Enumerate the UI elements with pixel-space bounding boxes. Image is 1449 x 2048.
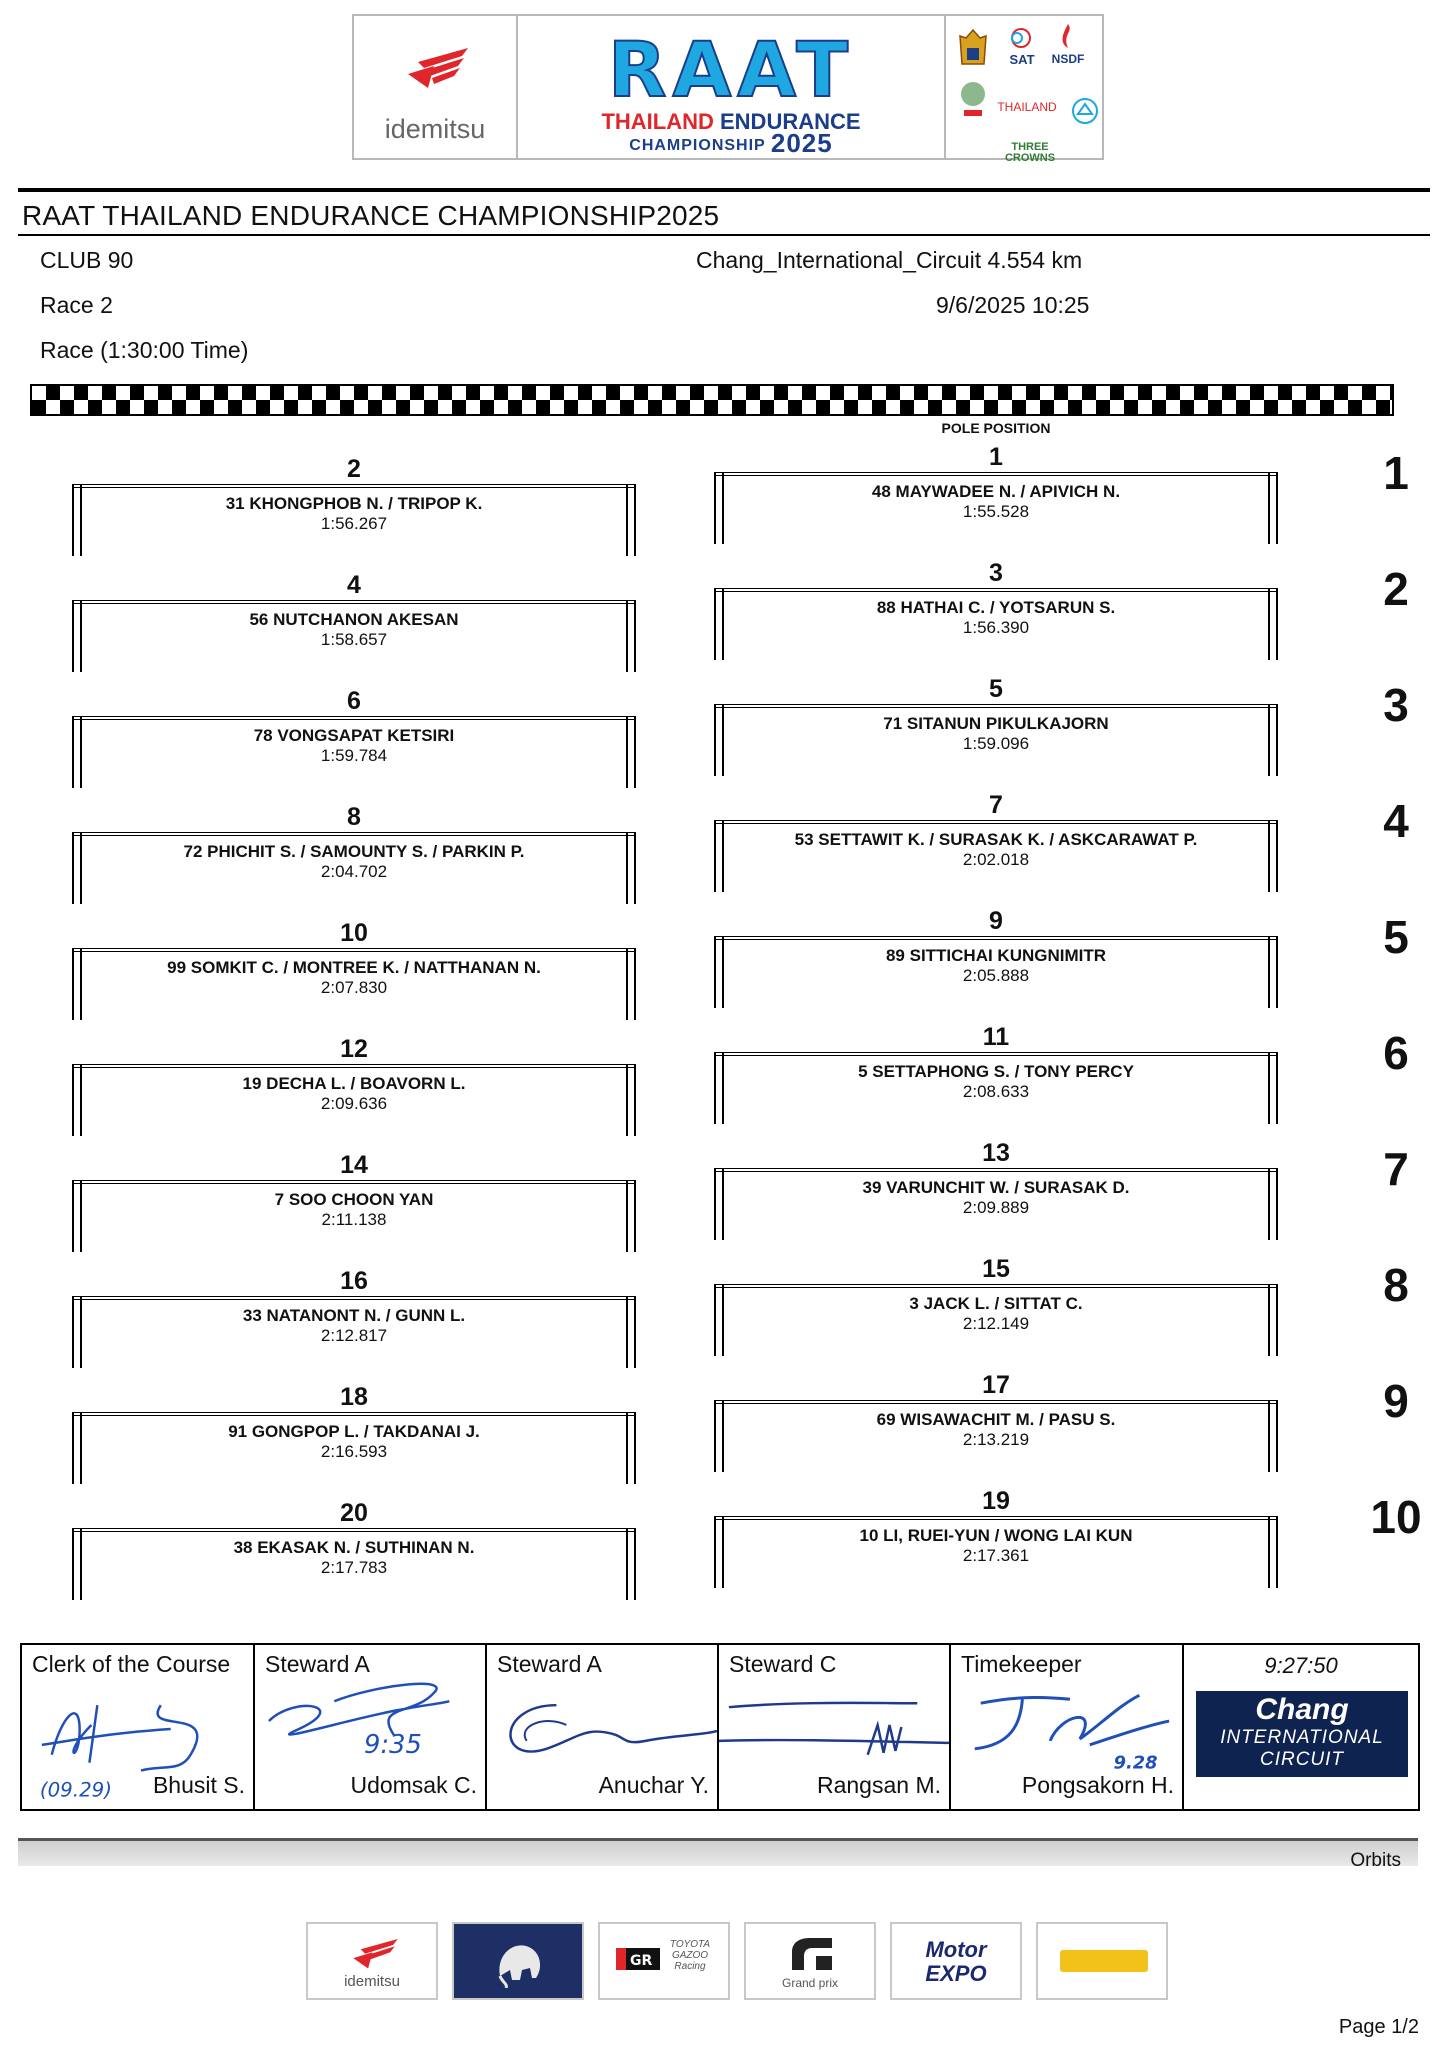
grid-position-number: 17 [982,1371,1010,1399]
amazing-thailand-logo: THAILAND [997,100,1057,114]
grid-drivers: 89 SITTICHAI KUNGNIMITR [885,946,1107,965]
grid-lap-time: 2:11.138 [321,1210,387,1229]
grid-row-number: 7 [1383,1143,1409,1195]
official-cell-timekeeper [951,1645,1184,1809]
grid-slot-box [714,1284,1278,1352]
grid-slot-box [72,716,636,784]
grid-row-number: 6 [1383,1027,1409,1079]
grid-drivers: 53 SETTAWIT K. / SURASAK K. / ASKCARAWAT P. [794,830,1198,849]
grid-drivers: 78 VONGSAPAT KETSIRI [253,726,455,745]
raat-wordmark: RAAT [607,25,855,114]
grid-lap-time: 2:16.593 [320,1442,388,1461]
official-role: Steward A [265,1651,370,1677]
grid-slot [714,674,1278,772]
grid-drivers: 19 DECHA L. / BOAVORN L. [242,1074,466,1093]
grid-position-number: 7 [989,791,1003,819]
grid-slot [72,1382,636,1480]
grid-slot-box [714,936,1278,1004]
official-name: Udomsak C. [350,1772,477,1798]
grid-slot [72,454,636,552]
sponsor-idemitsu-logo [306,1922,438,2000]
chang-international-word: INTERNATIONAL [1220,1727,1384,1748]
grid-drivers: 69 WISAWACHIT M. / PASU S. [876,1410,1116,1429]
idemitsu-wordmark: idemitsu [384,114,486,144]
official-role: Timekeeper [961,1651,1082,1677]
yellow-brand-bar-icon [1060,1950,1148,1972]
idemitsu-logo [354,16,518,158]
grid-slot [714,1370,1278,1468]
grid-position-number: 15 [982,1255,1010,1283]
grid-position-number: 11 [982,1023,1010,1051]
grid-slot [714,1138,1278,1236]
raat-year: 2025 [770,128,833,158]
chang-word: Chang [1255,1693,1349,1726]
title-rule-top [18,188,1430,192]
sat-logo-icon [1004,26,1038,50]
grid-slot [72,918,636,1016]
grid-drivers: 38 EKASAK N. / SUTHINAN N. [233,1538,475,1557]
grid-lap-time: 2:08.633 [962,1082,1030,1101]
grid-drivers: 88 HATHAI C. / YOTSARUN S. [876,598,1116,617]
grid-slot [714,906,1278,1004]
grid-position-number: 8 [347,803,361,831]
grandprix-mark-icon [786,1934,838,1974]
grid-drivers: 72 PHICHIT S. / SAMOUNTY S. / PARKIN P. [183,842,525,861]
grid-position-number: 13 [982,1139,1010,1167]
grid-slot-box [72,1064,636,1132]
grid-slot-box [72,948,636,1016]
grid-slot-box [714,472,1278,540]
grid-drivers: 48 MAYWADEE N. / APIVICH N. [871,482,1121,501]
raat-subtitle [518,110,944,134]
grid-slot [72,1034,636,1132]
grid-row-number: 1 [1383,447,1409,499]
grid-slot-box [72,1180,636,1248]
grid-slot-box [714,1052,1278,1120]
sponsor-toyota-gazoo-logo [598,1922,730,2000]
race-number: Race 2 [40,292,113,318]
grid-drivers: 31 KHONGPHOB N. / TRIPOP K. [225,494,483,513]
grid-slot-box [714,588,1278,656]
grid-position-number: 10 [340,919,368,947]
raat-logo [518,16,946,158]
grid-lap-time: 2:12.149 [962,1314,1030,1333]
official-name: Pongsakorn H. [1021,1772,1174,1798]
circuit-emblem-icon [1070,96,1100,126]
grid-drivers: 56 NUTCHANON AKESAN [249,610,459,629]
grid-drivers: 99 SOMKIT C. / MONTREE K. / NATTHANAN N. [167,958,541,977]
page-number: Page 1/2 [1338,2016,1419,2038]
grid-slot-box [714,1516,1278,1584]
sponsor-chang-elephant-logo [452,1922,584,2000]
ministry-emblem-icon [956,78,990,120]
sponsor-toyota-text: TOYOTA GAZOO Racing [669,1939,711,1972]
grid-slot [72,570,636,668]
official-cell-steward-a2 [487,1645,719,1809]
circuit-name: Chang_International_Circuit 4.554 km [696,247,1083,273]
grid-position-number: 2 [347,455,361,483]
grid-position-number: 19 [982,1487,1010,1515]
grid-slot [714,558,1278,656]
nsdf-logo-text: NSDF [1051,52,1085,66]
grid-lap-time: 2:13.219 [962,1430,1030,1449]
signature-steward-a1-note: 9:35 [364,1729,422,1760]
sponsor-motorexpo-text: Motor EXPO [925,1937,987,1986]
official-role: Steward A [497,1651,602,1677]
race-type: Race (1:30:00 Time) [40,337,249,363]
sat-logo-text: SAT [1009,52,1035,67]
grid-slot-box [72,832,636,900]
sponsor-yellow-logo [1036,1922,1168,2000]
grid-lap-time: 1:59.096 [962,734,1030,753]
royal-emblem-icon [958,28,988,68]
grid-lap-time: 1:56.390 [962,618,1030,637]
title-rule-bottom [18,234,1430,236]
grid-drivers: 3 JACK L. / SITTAT C. [909,1294,1083,1313]
sponsor-grandprix-text: Grand prix [781,1976,839,1990]
grid-position-number: 12 [340,1035,368,1063]
grid-slot-box [714,1400,1278,1468]
grid-position-number: 14 [340,1151,368,1179]
grid-row-number: 2 [1383,563,1409,615]
grid-slot [72,686,636,784]
sponsor-idemitsu-text: idemitsu [344,1973,400,1990]
chang-circuit-word: CIRCUIT [1259,1749,1345,1770]
grid-slot [714,442,1278,540]
grid-lap-time: 1:56.267 [320,514,388,533]
grid-drivers: 5 SETTAPHONG S. / TONY PERCY [858,1062,1134,1081]
grid-slot-box [714,704,1278,772]
grid-drivers: 39 VARUNCHIT W. / SURASAK D. [862,1178,1130,1197]
race-datetime: 9/6/2025 10:25 [936,292,1090,318]
sponsor-grandprix-logo [744,1922,876,2000]
grid-row-number: 10 [1370,1491,1422,1543]
idemitsu-bird-small-icon [350,1936,398,1970]
grid-slot [72,1150,636,1248]
elephant-icon [492,1936,548,1988]
grid-slot [72,802,636,900]
checkered-flag-bar [30,384,1394,416]
grid-lap-time: 2:05.888 [962,966,1030,985]
idemitsu-bird-icon [404,44,468,90]
grid-slot [714,1022,1278,1120]
grid-drivers: 7 SOO CHOON YAN [274,1190,434,1209]
grid-lap-time: 2:17.783 [320,1558,388,1577]
grid-slot-box [72,484,636,552]
grid-lap-time: 2:12.817 [320,1326,388,1345]
svg-text:GR: GR [630,1953,653,1969]
footer-gray-band [18,1838,1418,1866]
chang-circuit-logo [1196,1691,1408,1777]
grid-slot [72,1498,636,1596]
official-name: Bhusit S. [152,1772,245,1798]
publish-info-cell [1184,1645,1418,1809]
page-title: RAAT THAILAND ENDURANCE CHAMPIONSHIP2025 [22,200,720,231]
grid-slot [72,1266,636,1364]
grid-row-number: 3 [1383,679,1409,731]
grid-slot [714,1254,1278,1352]
grid-slot-box [714,1168,1278,1236]
grid-slot-box [72,600,636,668]
raat-championship-word: CHAMPIONSHIP [629,137,766,154]
grid-lap-time: 1:55.528 [962,502,1030,521]
grid-slot [714,790,1278,888]
grid-drivers: 91 GONGPOP L. / TAKDANAI J. [228,1422,480,1441]
grid-drivers: 33 NATANONT N. / GUNN L. [242,1306,466,1325]
sponsor-motorexpo-logo [890,1922,1022,2000]
grid-lap-time: 2:17.361 [962,1546,1030,1565]
official-cell-steward-c [719,1645,951,1809]
nsdf-flame-icon [1054,22,1082,50]
raat-sub-thailand: THAILAND [601,109,714,134]
grid-position-number: 5 [989,675,1003,703]
grid-position-number: 9 [989,907,1003,935]
gr-badge-icon [616,1942,660,1976]
grid-lap-time: 1:58.657 [320,630,388,649]
official-role: Steward C [729,1651,837,1677]
raat-sub-endurance: ENDURANCE [720,109,861,134]
signature-timekeeper-note: 9.28 [1113,1752,1158,1774]
official-name: Rangsan M. [816,1772,941,1798]
grid-lap-time: 2:02.018 [962,850,1030,869]
grid-row-number: 5 [1383,911,1409,963]
official-cell-steward-a1 [255,1645,487,1809]
grid-lap-time: 1:59.784 [320,746,388,765]
publish-time: 9:27:50 [1264,1653,1338,1678]
grid-position-number: 20 [340,1499,368,1527]
grid-position-number: 3 [989,559,1003,587]
grid-row-number: 9 [1383,1375,1409,1427]
grid-slot-box [72,1296,636,1364]
official-cell-clerk [22,1645,255,1809]
grid-position-number: 6 [347,687,361,715]
grid-slot-box [714,820,1278,888]
grid-lap-time: 2:07.830 [320,978,388,997]
grid-position-number: 16 [340,1267,368,1295]
grid-position-number: 18 [340,1383,368,1411]
grid-slot-box [72,1412,636,1480]
pole-position-label: POLE POSITION [941,420,1051,436]
grid-drivers: 71 SITANUN PIKULKAJORN [883,714,1109,733]
grid-lap-time: 2:09.889 [962,1198,1030,1217]
grid-slot [714,1486,1278,1584]
grid-slot-box [72,1528,636,1596]
official-name: Anuchar Y. [598,1772,709,1798]
header-logo-banner [352,14,1104,164]
grid-lap-time: 2:04.702 [320,862,388,881]
grid-row-number: 4 [1383,795,1409,847]
grid-drivers: 10 LI, RUEI-YUN / WONG LAI KUN [859,1526,1133,1545]
grid-position-number: 4 [347,571,361,599]
signature-clerk-note: (09.29) [39,1778,113,1802]
organizer-logos [946,16,1102,164]
orbits-credit: Orbits [1350,1850,1401,1871]
official-role: Clerk of the Course [32,1651,231,1677]
officials-signature-table [20,1643,1420,1811]
grid-row-number: 8 [1383,1259,1409,1311]
grid-position-number: 1 [989,443,1003,471]
raat-sub-championship [518,128,944,158]
race-class: CLUB 90 [40,247,134,273]
three-crowns-logo: THREE CROWNS [1004,141,1056,164]
grid-lap-time: 2:09.636 [320,1094,388,1113]
